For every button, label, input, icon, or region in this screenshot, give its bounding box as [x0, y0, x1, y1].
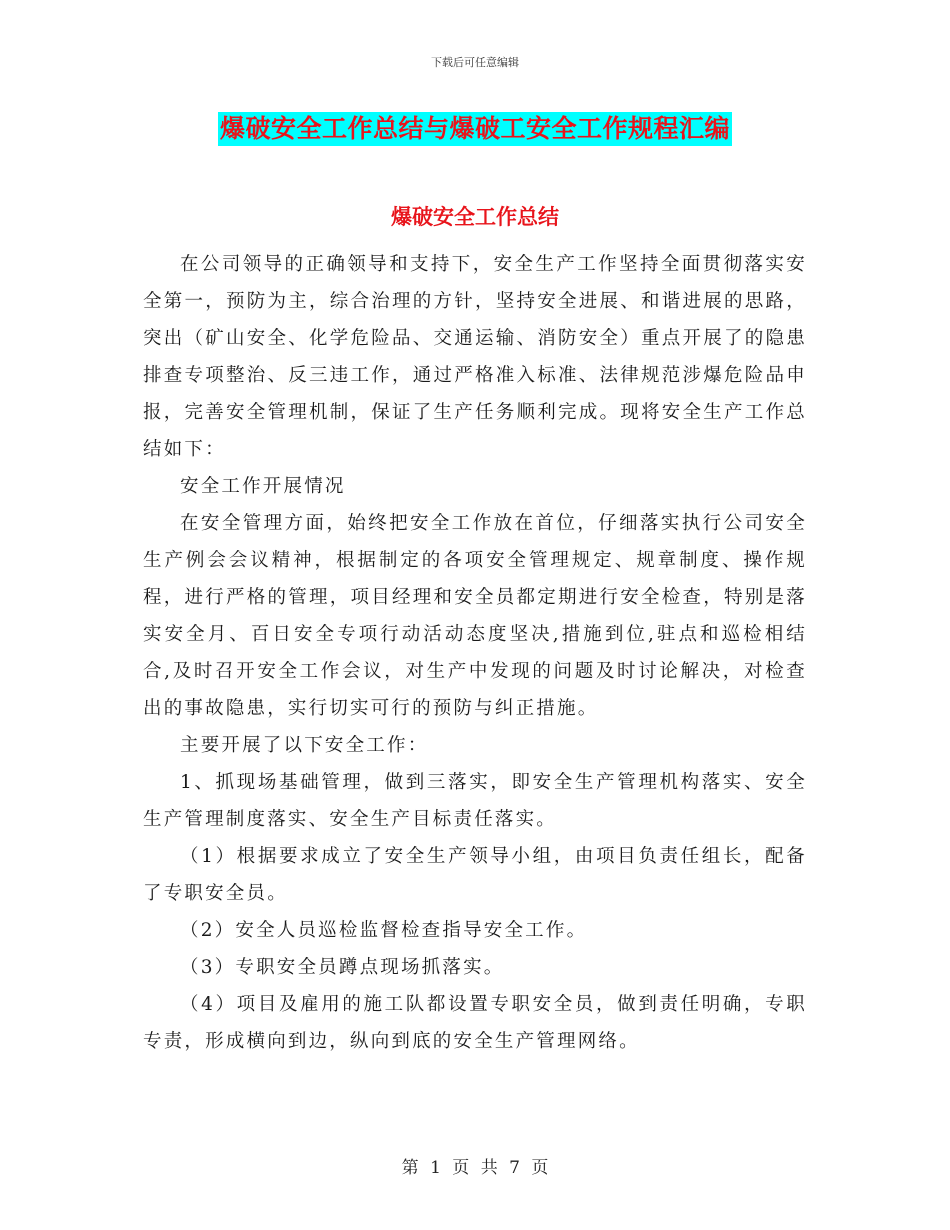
paragraph-intro: 在公司领导的正确领导和支持下，安全生产工作坚持全面贯彻落实安全第一，预防为主，综合治理的方针，坚持安全进展、和谐进展的思路，突出（矿山安全、化学危险品、交通运输、消防安全）重点开展了的隐患排查专项整治、反三违工作，通过严格准入标准、法律规范涉爆危险品申报，完善安全管理机制，保证了生产任务顺利完成。现将安全生产工作总结如下：: [143, 254, 807, 460]
paragraph-item-1: 1、抓现场基础管理，做到三落实，即安全生产管理机构落实、安全生产管理制度落实、安全生产目标责任落实。: [143, 772, 807, 830]
main-title: [0, 112, 950, 146]
paragraph-subitem-4: （4）项目及雇用的施工队都设置专职安全员，做到责任明确，专职专责，形成横向到边，纵向到底的安全生产管理网络。: [143, 994, 807, 1052]
paragraph-subitem-3: （3）专职安全员蹲点现场抓落实。: [180, 957, 505, 978]
page-footer: 第 1 页 共 7 页: [401, 1158, 549, 1178]
paragraph-main-work: 主要开展了以下安全工作：: [180, 735, 429, 756]
header-note: 下载后可任意编辑: [431, 56, 519, 69]
paragraph-subitem-1: （1）根据要求成立了安全生产领导小组，由项目负责任组长，配备了专职安全员。: [143, 846, 807, 904]
paragraph-management: 在安全管理方面，始终把安全工作放在首位，仔细落实执行公司安全生产例会会议精神，根据制定的各项安全管理规定、规章制度、操作规程，进行严格的管理，项目经理和安全员都定期进行安全检查，特别是落实安全月、百日安全专项行动活动态度坚决,措施到位,驻点和巡检相结合,及时召开安全工作会议，对生产中发现的问题及时讨论解决，对检查出的事故隐患，实行切实可行的预防与纠正措施。: [143, 513, 807, 719]
main-title-text: 爆破安全工作总结与爆破工安全工作规程汇编: [218, 112, 732, 146]
paragraph-subitem-2: （2）安全人员巡检监督检查指导安全工作。: [180, 920, 588, 941]
section-title: 爆破安全工作总结: [391, 204, 559, 229]
paragraph-heading: 安全工作开展情况: [180, 476, 346, 497]
document-body: [143, 246, 807, 1060]
